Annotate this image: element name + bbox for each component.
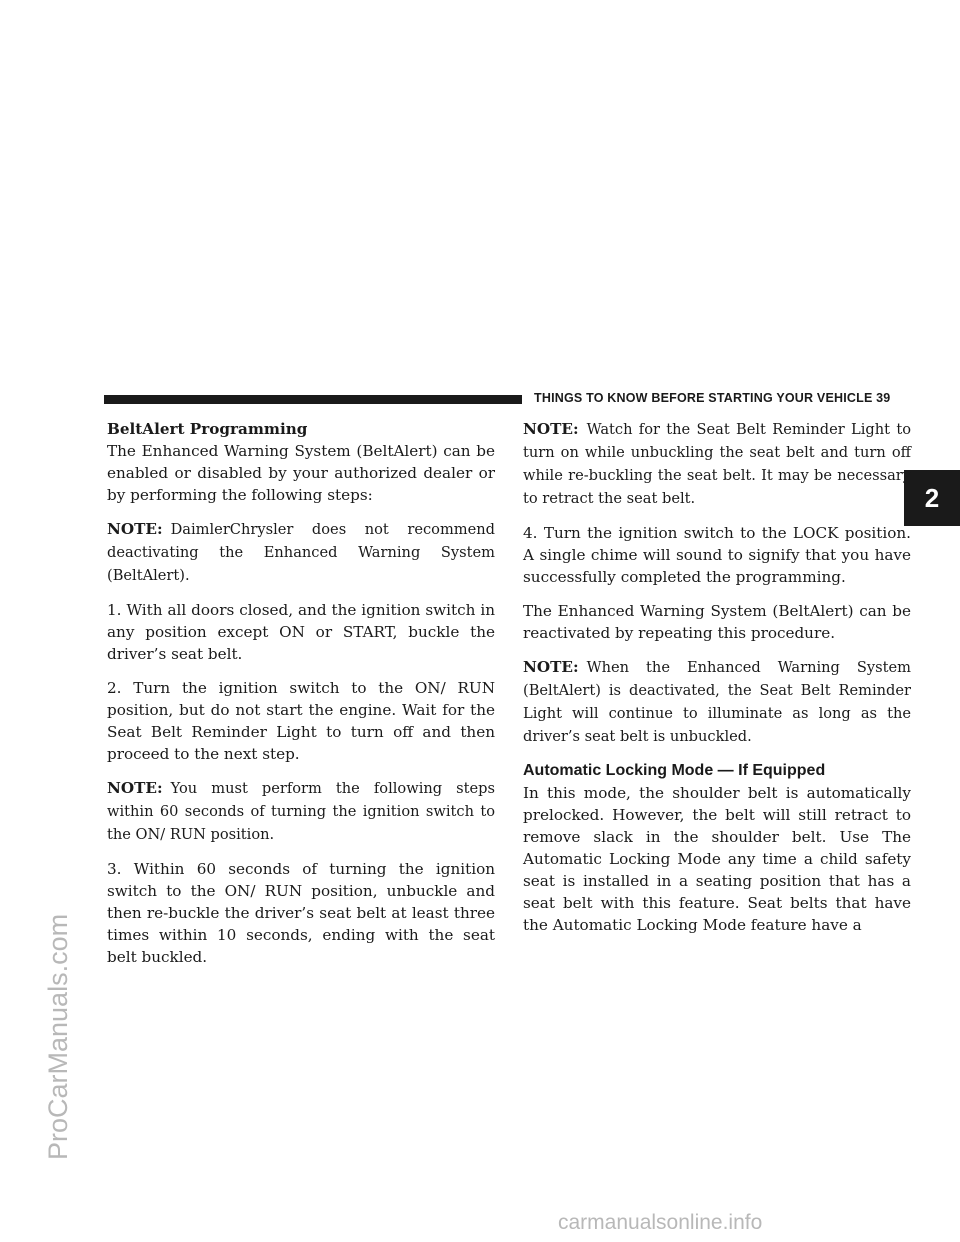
- header-rule: [104, 395, 522, 404]
- step-4: 4. Turn the ignition switch to the LOCK position. A single chime will sound to signify that you have successfully completed the programming.: [523, 524, 911, 586]
- section-heading-beltalert: BeltAlert Programming: [107, 420, 308, 438]
- note-label: NOTE:: [523, 658, 579, 676]
- chapter-tab: 2: [904, 470, 960, 526]
- paragraph-automatic-locking: In this mode, the shoulder belt is automatically prelocked. However, the belt will still retract to remove slack in the shoulder belt. Use The Automatic Locking Mode any time a child safety seat is installed in a seating position that has a seat belt with this feature. Seat belts that have the Automatic Locking Mode feature have a: [523, 784, 911, 934]
- note-paragraph-4: [523, 656, 911, 748]
- side-watermark: ProCarManuals.com: [43, 913, 73, 1160]
- note-label: NOTE:: [107, 779, 163, 797]
- note-text: You must perform the following steps within 60 seconds of turning the ignition switch to the ON/ RUN position.: [107, 780, 495, 843]
- note-paragraph-1: [107, 518, 495, 587]
- note-label: NOTE:: [107, 520, 163, 538]
- footer-watermark: carmanualsonline.info: [558, 1211, 763, 1234]
- note-text: DaimlerChrysler does not recommend deactivating the Enhanced Warning System (BeltAlert).: [107, 521, 495, 584]
- note-text: Watch for the Seat Belt Reminder Light to turn on while unbuckling the seat belt and turn off while re-buckling the seat belt. It may be necessary to retract the seat belt.: [523, 421, 911, 507]
- paragraph-reactivate: The Enhanced Warning System (BeltAlert) can be reactivated by repeating this procedure.: [523, 602, 911, 642]
- page-header-title: THINGS TO KNOW BEFORE STARTING YOUR VEHICLE 39: [534, 391, 891, 405]
- section-heading-automatic-locking: Automatic Locking Mode — If Equipped: [523, 762, 826, 779]
- step-1: 1. With all doors closed, and the ignition switch in any position except ON or START, buckle the driver’s seat belt.: [107, 601, 495, 663]
- note-paragraph-2: [107, 777, 495, 846]
- left-column: [107, 418, 495, 980]
- step-2: 2. Turn the ignition switch to the ON/ RUN position, but do not start the engine. Wait for the Seat Belt Reminder Light to turn off and then proceed to the next step.: [107, 679, 495, 763]
- note-label: NOTE:: [523, 420, 579, 438]
- note-text: When the Enhanced Warning System (BeltAlert) is deactivated, the Seat Belt Reminder Light will continue to illuminate as long as the driver’s seat belt is unbuckled.: [523, 659, 911, 745]
- step-3: 3. Within 60 seconds of turning the ignition switch to the ON/ RUN position, unbuckle and then re-buckle the driver’s seat belt at least three times within 10 seconds, ending with the seat belt buckled.: [107, 860, 495, 966]
- note-paragraph-3: [523, 418, 911, 510]
- paragraph-intro: The Enhanced Warning System (BeltAlert) can be enabled or disabled by your authorized dealer or by performing the following steps:: [107, 442, 495, 504]
- right-column: [523, 418, 911, 948]
